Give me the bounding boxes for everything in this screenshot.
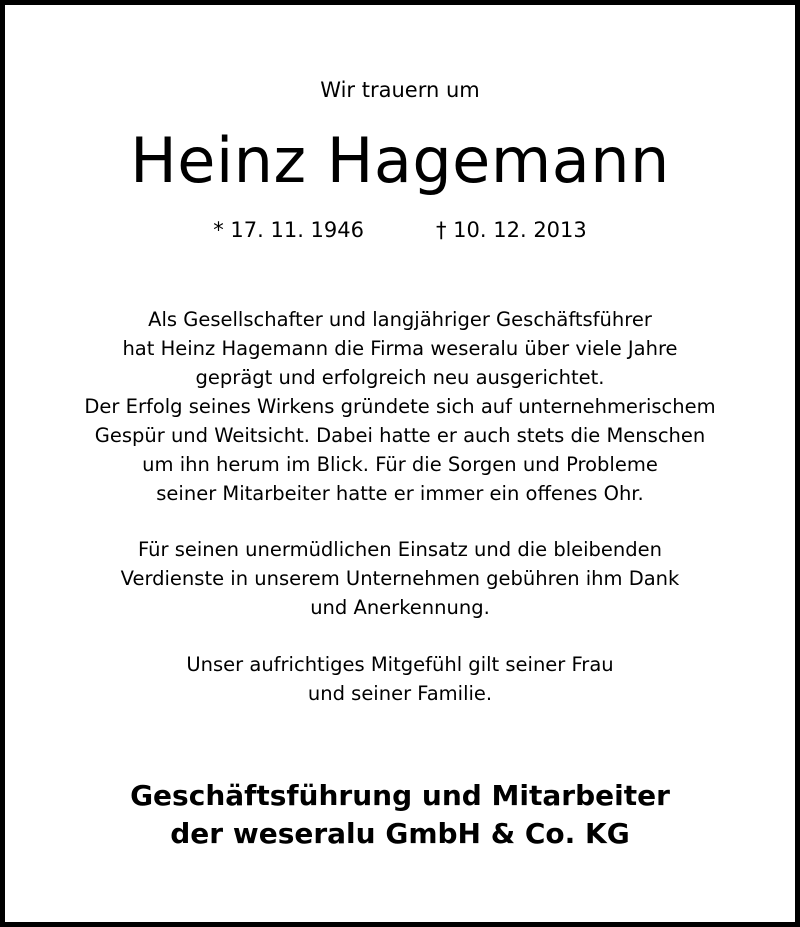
text-line: seiner Mitarbeiter hatte er immer ein offenes Ohr. — [156, 482, 644, 505]
text-line: Der Erfolg seines Wirkens gründete sich auf unternehmerischem — [84, 395, 716, 418]
tribute-paragraph — [25, 305, 775, 508]
text-line: hat Heinz Hagemann die Firma weseralu über viele Jahre — [122, 337, 678, 360]
life-dates — [5, 217, 795, 243]
text-line: um ihn herum im Blick. Für die Sorgen und Probleme — [142, 453, 658, 476]
text-line: und seiner Familie. — [307, 682, 493, 705]
intro-text: Wir trauern um — [320, 78, 480, 102]
signature-line: der weseralu GmbH & Co. KG — [170, 817, 630, 850]
condolence-paragraph — [25, 650, 775, 708]
gratitude-paragraph — [25, 535, 775, 622]
text-line: Für seinen unermüdlichen Einsatz und die bleibenden — [137, 538, 663, 561]
text-line: Gespür und Weitsicht. Dabei hatte er auch stets die Menschen — [94, 424, 706, 447]
text-line: Als Gesellschafter und langjähriger Geschäftsführer — [148, 308, 652, 331]
birth-date: * 17. 11. 1946 — [213, 218, 364, 242]
signature-line: Geschäftsführung und Mitarbeiter — [130, 779, 670, 812]
text-line: geprägt und erfolgreich neu ausgerichtet. — [195, 366, 605, 389]
death-date: † 10. 12. 2013 — [436, 218, 587, 242]
deceased-name: Heinz Hagemann — [130, 124, 670, 197]
text-line: und Anerkennung. — [310, 596, 490, 619]
text-line: Unser aufrichtiges Mitgefühl gilt seiner Frau — [186, 653, 614, 676]
text-line: Verdienste in unserem Unternehmen gebühren ihm Dank — [120, 567, 680, 590]
signature-block — [5, 777, 795, 853]
